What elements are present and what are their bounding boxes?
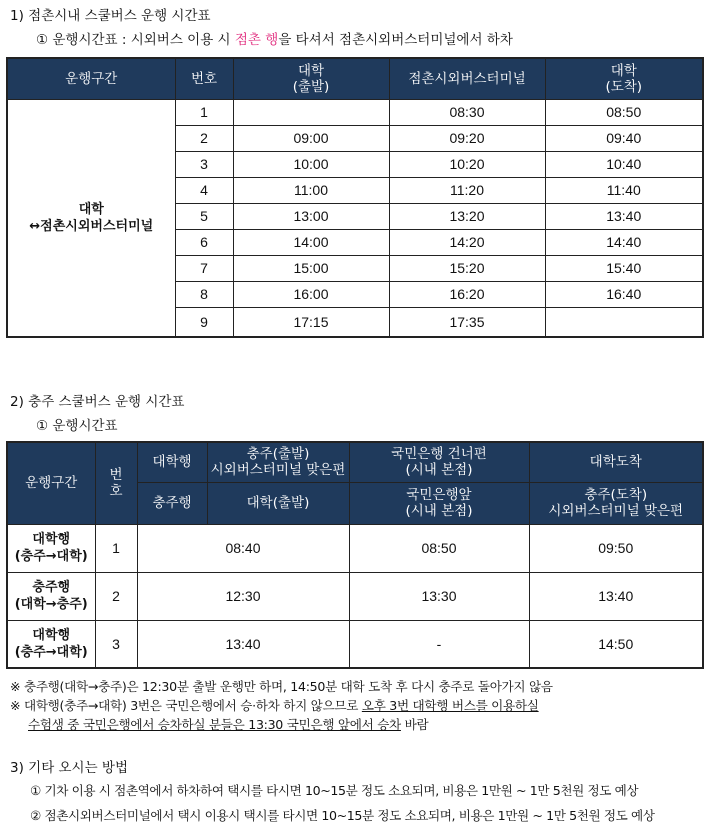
cell-no: 1 <box>95 524 137 572</box>
cell-bank: 13:30 <box>349 572 529 620</box>
cell-no: 8 <box>175 281 233 307</box>
cell-no: 9 <box>175 307 233 337</box>
section2-subtitle: ① 운행시간표 <box>36 418 118 434</box>
section1-title: 1) 점촌시내 스쿨버스 운행 시간표 <box>10 8 211 24</box>
cell-arrive: 16:40 <box>545 281 703 307</box>
cell-depart: 13:00 <box>233 203 389 229</box>
cell-depart: 15:00 <box>233 255 389 281</box>
cell-terminal: 14:20 <box>389 229 545 255</box>
cell-terminal: 09:20 <box>389 125 545 151</box>
route-cell: 대학행 (충주→대학) <box>7 620 95 668</box>
cell-no: 5 <box>175 203 233 229</box>
cell-depart: 10:00 <box>233 151 389 177</box>
table-row <box>7 620 703 668</box>
cell-no: 2 <box>175 125 233 151</box>
cell-depart: 13:40 <box>137 620 349 668</box>
cell-bank: - <box>349 620 529 668</box>
cell-terminal: 13:20 <box>389 203 545 229</box>
highlight-text: 점촌 행 <box>234 32 279 48</box>
route-cell: 충주행 (대학→충주) <box>7 572 95 620</box>
cell-depart <box>233 99 389 125</box>
cell-bank: 08:50 <box>349 524 529 572</box>
table-row <box>7 524 703 572</box>
cell-arrive: 10:40 <box>545 151 703 177</box>
cell-terminal: 16:20 <box>389 281 545 307</box>
cell-arrive: 14:40 <box>545 229 703 255</box>
table-row <box>7 99 703 125</box>
header-bank-front: 국민은행앞 (시내 본점) <box>349 482 529 524</box>
cell-no: 3 <box>175 151 233 177</box>
header-to-chungju: 충주행 <box>137 482 207 524</box>
cell-arrive: 09:50 <box>529 524 703 572</box>
header-number: 번 호 <box>95 442 137 524</box>
route-cell: 대학 ↔점촌시외버스터미널 <box>7 99 175 337</box>
header-number: 번호 <box>175 58 233 99</box>
section3-title: 3) 기타 오시는 방법 <box>10 760 129 776</box>
cell-terminal: 10:20 <box>389 151 545 177</box>
cell-arrive: 13:40 <box>545 203 703 229</box>
cell-arrive <box>545 307 703 337</box>
cell-no: 3 <box>95 620 137 668</box>
cell-depart: 16:00 <box>233 281 389 307</box>
cell-depart: 17:15 <box>233 307 389 337</box>
cell-terminal: 15:20 <box>389 255 545 281</box>
cell-arrive: 15:40 <box>545 255 703 281</box>
header-bank-across: 국민은행 건너편 (시내 본점) <box>349 442 529 482</box>
header-univ-arrive: 대학 (도착) <box>545 58 703 99</box>
header-route: 운행구간 <box>7 442 95 524</box>
header-to-univ: 대학행 <box>137 442 207 482</box>
header-route: 운행구간 <box>7 58 175 99</box>
cell-arrive: 14:50 <box>529 620 703 668</box>
cell-depart: 08:40 <box>137 524 349 572</box>
cell-depart: 11:00 <box>233 177 389 203</box>
list-item: ① 기차 이용 시 점촌역에서 하차하여 택시를 타시면 10~15분 정도 소요되며, 비용은 1만원 ~ 1만 5천원 정도 예상 <box>30 783 639 798</box>
cell-depart: 12:30 <box>137 572 349 620</box>
cell-no: 4 <box>175 177 233 203</box>
cell-no: 2 <box>95 572 137 620</box>
cell-terminal: 08:30 <box>389 99 545 125</box>
cell-no: 7 <box>175 255 233 281</box>
cell-arrive: 08:50 <box>545 99 703 125</box>
header-univ-arrive: 대학도착 <box>529 442 703 482</box>
chungju-schedule-table <box>6 441 704 669</box>
list-item: ② 점촌시외버스터미널에서 택시 이용시 택시를 타시면 10~15분 정도 소요되며, 비용은 1만원 ~ 1만 5천원 정도 예상 <box>30 808 655 823</box>
header-chungju-depart: 충주(출발) 시외버스터미널 맞은편 <box>207 442 349 482</box>
cell-no: 1 <box>175 99 233 125</box>
cell-depart: 09:00 <box>233 125 389 151</box>
header-chungju-arrive: 충주(도착) 시외버스터미널 맞은편 <box>529 482 703 524</box>
header-univ-depart: 대학(출발) <box>207 482 349 524</box>
cell-arrive: 09:40 <box>545 125 703 151</box>
section1-subtitle: ① 운행시간표 : 시외버스 이용 시 점촌 행을 타셔서 점촌시외버스터미널에서 하차 <box>36 32 513 48</box>
cell-depart: 14:00 <box>233 229 389 255</box>
cell-terminal: 11:20 <box>389 177 545 203</box>
note-2: ※ 대학행(충주→대학) 3번은 국민은행에서 승·하차 하지 않으므로 오후 3번 대학행 버스를 이용하실 수험생 중 국민은행에서 승차하실 분들은 13:30 국민은행 앞에서 승차 바람 <box>10 698 539 732</box>
note-1: ※ 충주행(대학→충주)은 12:30분 출발 운행만 하며, 14:50분 대학 도착 후 다시 충주로 돌아가지 않음 <box>10 679 553 694</box>
route-cell: 대학행 (충주→대학) <box>7 524 95 572</box>
table-row <box>7 572 703 620</box>
cell-arrive: 13:40 <box>529 572 703 620</box>
header-univ-depart: 대학 (출발) <box>233 58 389 99</box>
jeomchon-schedule-table <box>6 57 704 338</box>
cell-terminal: 17:35 <box>389 307 545 337</box>
header-terminal: 점촌시외버스터미널 <box>389 58 545 99</box>
section2-title: 2) 충주 스쿨버스 운행 시간표 <box>10 394 185 410</box>
cell-arrive: 11:40 <box>545 177 703 203</box>
cell-no: 6 <box>175 229 233 255</box>
